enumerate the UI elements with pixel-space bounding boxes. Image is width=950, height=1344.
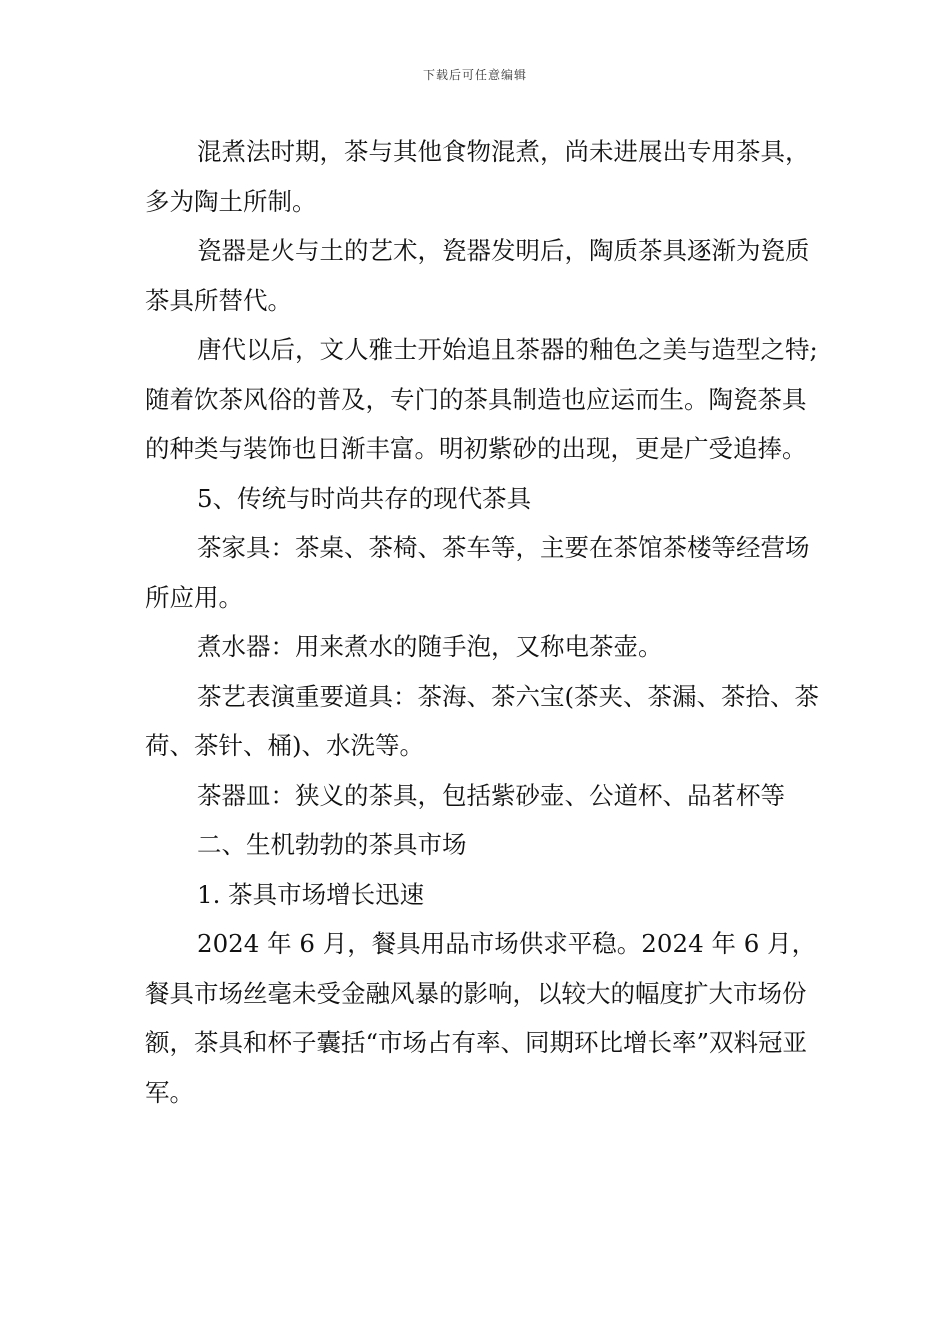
page-header: 下载后可任意编辑 — [422, 68, 527, 82]
paragraph-tea-furniture: 茶家具：茶桌、茶椅、茶车等，主要在茶馆茶楼等经营场所应用。 — [145, 533, 810, 612]
paragraph-clay-teaware: 混煮法时期，茶与其他食物混煮，尚未进展出专用茶具，多为陶土所制。 — [145, 137, 810, 216]
paragraph-water-boiler: 煮水器：用来煮水的随手泡，又称电茶壶。 — [197, 632, 663, 661]
document-body — [145, 127, 825, 1117]
paragraph-porcelain-teaware: 瓷器是火与土的艺术，瓷器发明后，陶质茶具逐渐为瓷质茶具所替代。 — [145, 236, 810, 315]
section-heading-modern-teaware: 5、传统与时尚共存的现代茶具 — [197, 483, 532, 513]
chapter-heading-teaware-market: 二、生机勃勃的茶具市场 — [197, 830, 467, 859]
paragraph-market-data: 2024 年 6 月，餐具用品市场供求平稳。2024 年 6 月，餐具市场丝毫未受金融风暴的影响，以较大的幅度扩大市场份额，茶具和杯子囊括“市场占有率、同期环比增长率”双料冠亚军。 — [145, 929, 817, 1107]
paragraph-performance-tools: 茶艺表演重要道具：茶海、茶六宝(茶夹、茶漏、茶拾、茶荷、茶针、桶)、水洗等。 — [145, 681, 820, 760]
paragraph-tea-vessels: 茶器皿：狭义的茶具，包括紫砂壶、公道杯、品茗杯等 — [197, 780, 785, 810]
section-heading-market-growth: 1. 茶具市场增长迅速 — [197, 879, 425, 909]
paragraph-tang-dynasty: 唐代以后，文人雅士开始追且茶器的釉色之美与造型之特;随着饮茶风俗的普及，专门的茶具制造也应运而生。陶瓷茶具的种类与装饰也日渐丰富。明初紫砂的出现，更是广受追捧。 — [145, 335, 818, 463]
